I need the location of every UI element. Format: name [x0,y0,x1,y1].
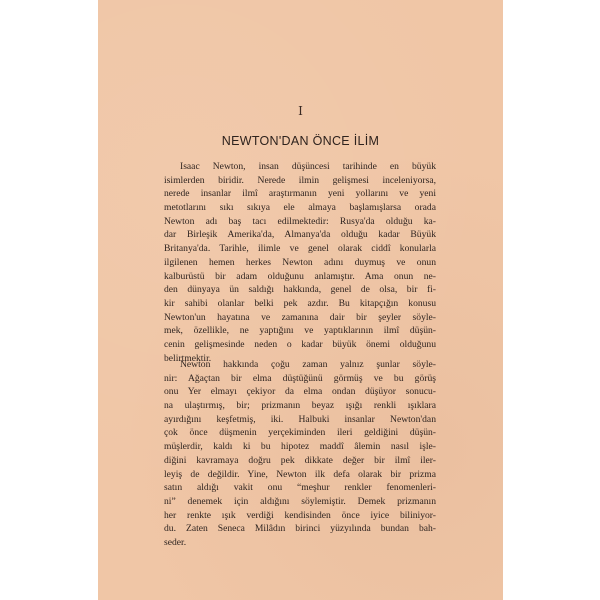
text-line: dar Birleşik Amerika'da, Almanya'da olduğu kadar Büyük [164,229,436,241]
chapter-title: NEWTON'DAN ÖNCE İLİM [221,134,380,148]
text-line: na ulaştırmış, bir; prizmanın beyaz ışığı renkli ışıklara [164,400,436,412]
text-line: her renkte ışık verdiği kendisinden önce iyice biliniyor- [164,509,436,521]
text-line: Britanya'da. Tarihle, ilimle ve genel olarak ciddî konularla [164,243,436,255]
text-line: ni” denemek için aldığını söylemiştir. Demek prizmanın [164,495,436,507]
text-line: Isaac Newton, insan düşüncesi tarihinde en büyük [180,161,436,172]
text-line: Newton hakkında çoğu zaman yalnız şunlar söyle- [180,359,436,370]
text-line: çok önce düşmenin yerçekiminden ileri geldiğini düşün- [164,427,436,439]
text-line: nerede insanlar ilmî araştırmanın yeni yollarını ve yeni [164,188,436,200]
text-line: belirtmektir. [164,352,212,364]
text-line: kalburüstü bir adam olduğunu anlamıştır. Ama onun ne- [164,270,436,282]
text-line: du. Zaten Seneca Milâdın birinci yüzyılında bundan bah- [164,523,436,535]
text-line: nir: Ağaçtan bir elma düştüğünü görmüş ve bu görüş [164,372,436,384]
text-line: Newton adı baş tacı edilmektedir: Rusya'da olduğu ka- [164,215,436,227]
text-line: isimlerden biridir. Nerede ilmin gelişmesi inceleniyorsa, [164,174,436,186]
text-line: müşlerdir, kaldı ki bu hipotez maddî âlemin nasıl işle- [164,441,436,453]
text-line: metotlarını sıkı sıkıya ele almaya başlamışlarsa orada [164,202,436,214]
text-line: onu Yer elmayı çekiyor da elma ondan düşüyor sonucu- [164,386,436,398]
text-line: ayırdığını keşfetmiş, iki. Halbuki insanlar Newton'dan [164,413,436,425]
text-line: den dünyaya ün saldığı hakkında, genel de olsa, bir fi- [164,284,436,296]
paragraph-1 [164,160,436,365]
text-line: diğini kavramaya doğru pek dikkate değer bir ilmî iler- [164,454,436,466]
text-line: kir sahibi olanlar belki pek azdır. Bu kitapçığın konusu [164,297,436,309]
book-page [98,0,503,600]
chapter-number: I [298,104,303,118]
text-line: cenin gelişmesinde neden o kadar büyük önemi olduğunu [164,338,436,350]
text-line: seder. [164,536,187,548]
paragraph-2 [164,358,436,550]
text-line: ilgilenen hemen herkes Newton adını duymuş ve onun [164,256,436,268]
text-line: leyiş de değildir. Yine, Newton ilk defa olarak bir prizma [164,468,436,480]
text-line: satın aldığı vakit onu “meşhur renkler fenomenleri- [164,482,436,494]
text-line: mek, özellikle, ne yaptığını ve yaptıklarının ilmî düşün- [164,325,436,337]
text-line: Newton'un hayatına ve zamanına dair bir şeyler söyle- [164,311,436,323]
